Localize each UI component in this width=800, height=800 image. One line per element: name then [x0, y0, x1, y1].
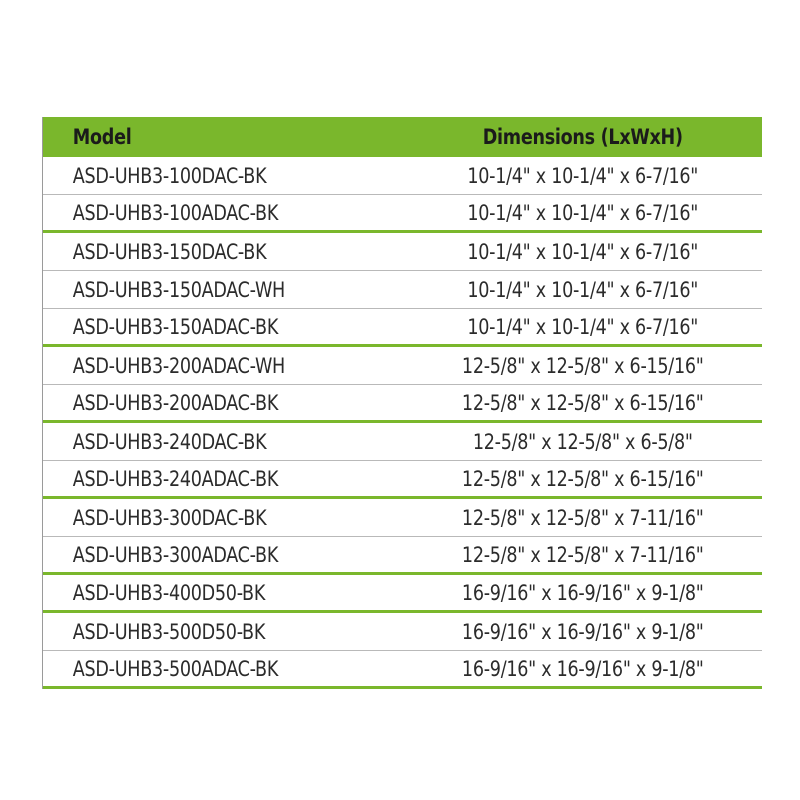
column-header-dimensions: Dimensions (LxWxH) [482, 125, 683, 149]
dimensions-cell: 10-1/4" x 10-1/4" x 6-7/16" [466, 277, 698, 302]
model-cell: ASD-UHB3-300ADAC-BK [72, 542, 279, 567]
table-row [43, 423, 762, 461]
table-row [43, 651, 762, 689]
dimensions-cell: 12-5/8" x 12-5/8" x 7-11/16" [461, 542, 704, 567]
table-row [43, 271, 762, 309]
dimensions-cell: 12-5/8" x 12-5/8" x 6-15/16" [461, 390, 704, 415]
table-row [43, 157, 762, 195]
dimensions-cell: 16-9/16" x 16-9/16" x 9-1/8" [461, 580, 704, 605]
dimensions-table [42, 117, 762, 689]
model-cell: ASD-UHB3-150ADAC-WH [72, 277, 285, 302]
model-cell: ASD-UHB3-200ADAC-BK [72, 390, 279, 415]
model-cell: ASD-UHB3-200ADAC-WH [72, 353, 285, 378]
model-cell: ASD-UHB3-500D50-BK [72, 619, 266, 644]
table-row [43, 613, 762, 651]
table-row [43, 233, 762, 271]
model-cell: ASD-UHB3-240DAC-BK [72, 429, 267, 454]
model-cell: ASD-UHB3-300DAC-BK [72, 505, 267, 530]
dimensions-cell: 16-9/16" x 16-9/16" x 9-1/8" [461, 656, 704, 681]
model-cell: ASD-UHB3-400D50-BK [72, 580, 266, 605]
dimensions-cell: 16-9/16" x 16-9/16" x 9-1/8" [461, 619, 704, 644]
model-cell: ASD-UHB3-150DAC-BK [72, 239, 267, 264]
dimensions-cell: 12-5/8" x 12-5/8" x 6-5/8" [472, 429, 693, 454]
table-row [43, 461, 762, 499]
model-cell: ASD-UHB3-100DAC-BK [72, 163, 267, 188]
table-row [43, 347, 762, 385]
dimensions-cell: 10-1/4" x 10-1/4" x 6-7/16" [466, 163, 698, 188]
dimensions-cell: 12-5/8" x 12-5/8" x 6-15/16" [461, 353, 704, 378]
dimensions-cell: 12-5/8" x 12-5/8" x 6-15/16" [461, 466, 704, 491]
dimensions-cell: 10-1/4" x 10-1/4" x 6-7/16" [466, 314, 698, 339]
dimensions-cell: 10-1/4" x 10-1/4" x 6-7/16" [466, 239, 698, 264]
table-row [43, 309, 762, 347]
table-row [43, 575, 762, 613]
dimensions-cell: 12-5/8" x 12-5/8" x 7-11/16" [461, 505, 704, 530]
table-row [43, 195, 762, 233]
table-row [43, 537, 762, 575]
column-header-model: Model [72, 125, 132, 149]
dimensions-cell: 10-1/4" x 10-1/4" x 6-7/16" [466, 200, 698, 225]
model-cell: ASD-UHB3-500ADAC-BK [72, 656, 279, 681]
table-header-row [43, 117, 762, 157]
table-row [43, 385, 762, 423]
model-cell: ASD-UHB3-240ADAC-BK [72, 466, 279, 491]
table-row [43, 499, 762, 537]
model-cell: ASD-UHB3-150ADAC-BK [72, 314, 279, 339]
model-cell: ASD-UHB3-100ADAC-BK [72, 200, 279, 225]
